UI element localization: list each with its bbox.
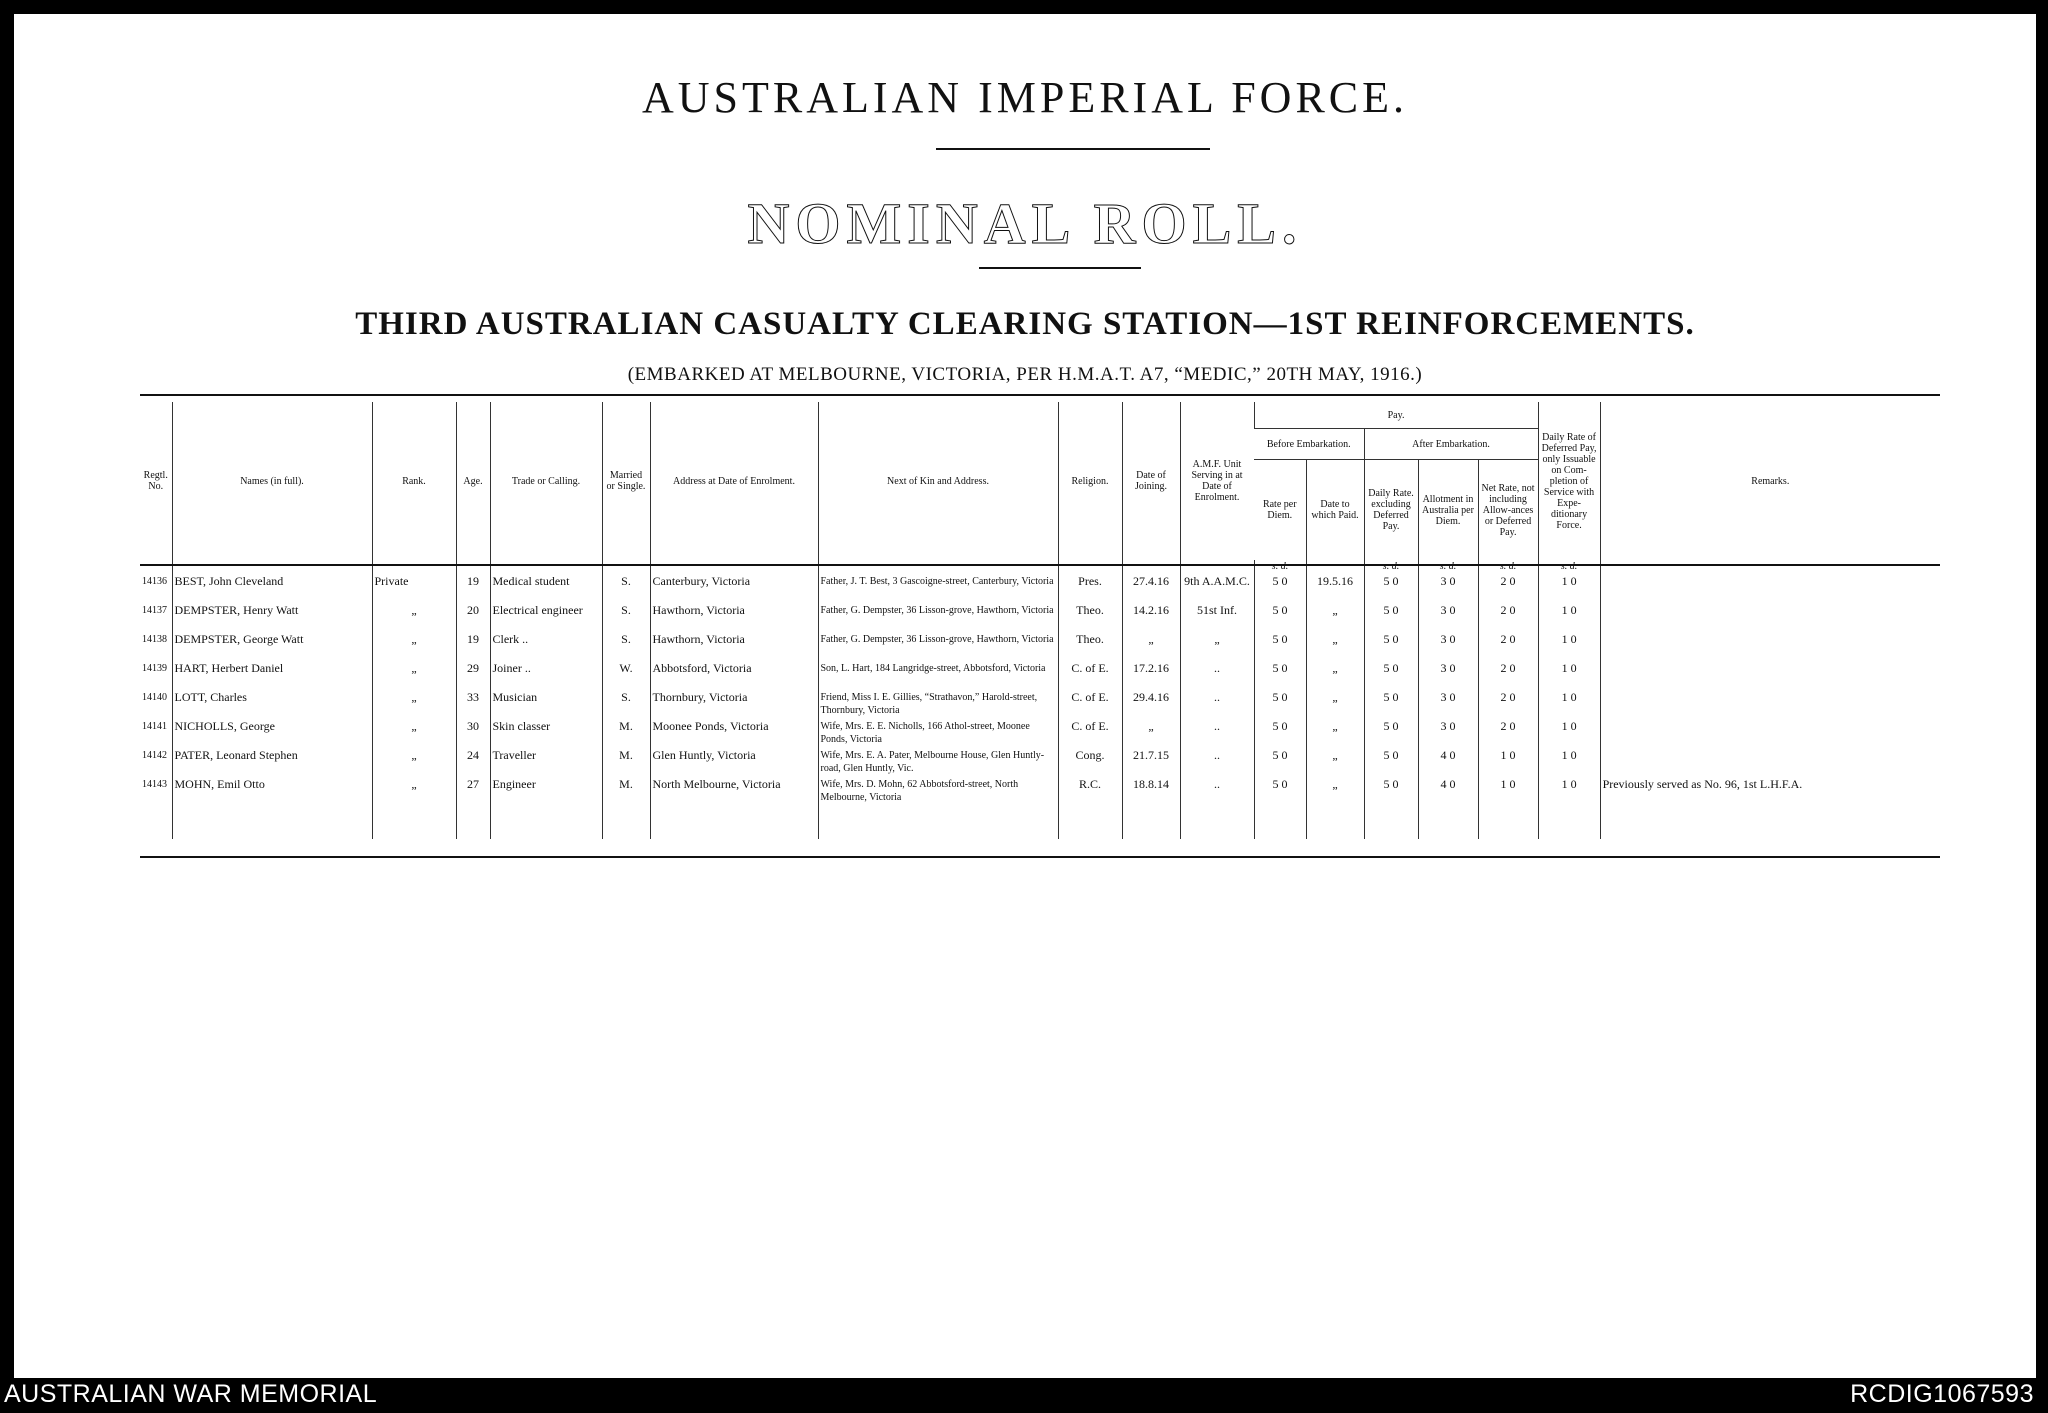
- paid-cell: „: [1306, 776, 1364, 805]
- daily-cell: 5 0: [1364, 718, 1418, 747]
- rate-cell: 5 0: [1254, 747, 1306, 776]
- paid-cell: „: [1306, 602, 1364, 631]
- name-cell: NICHOLLS, George: [172, 718, 372, 747]
- religion-cell: R.C.: [1058, 776, 1122, 805]
- religion-cell: Theo.: [1058, 631, 1122, 660]
- deferred-cell: 1 0: [1538, 573, 1600, 602]
- joined-cell: 21.7.15: [1122, 747, 1180, 776]
- col-deferred-pay: Daily Rate of Deferred Pay, only Issuable on Com-pletion of Service with Expe-ditionary Force.: [1538, 402, 1600, 560]
- rank-cell: „: [372, 660, 456, 689]
- document-subtitle: NOMINAL ROLL.: [747, 191, 1303, 256]
- married-cell: S.: [602, 602, 650, 631]
- paid-cell: „: [1306, 660, 1364, 689]
- trade-cell: Clerk ..: [490, 631, 602, 660]
- allotment-cell: 3 0: [1418, 602, 1478, 631]
- title-divider: [936, 148, 1210, 150]
- unit-cell: ..: [1180, 689, 1254, 718]
- regtl-no-cell: 14141: [142, 721, 167, 732]
- allotment-cell: 4 0: [1418, 776, 1478, 805]
- married-cell: S.: [602, 631, 650, 660]
- joined-cell: „: [1122, 718, 1180, 747]
- net-cell: 2 0: [1478, 631, 1538, 660]
- net-cell: 2 0: [1478, 602, 1538, 631]
- kin-cell: Friend, Miss I. E. Gillies, “Strathavon,” Harold-street, Thornbury, Victoria: [818, 689, 1058, 718]
- married-cell: M.: [602, 747, 650, 776]
- address-cell: Canterbury, Victoria: [650, 573, 818, 602]
- name-cell: DEMPSTER, Henry Watt: [172, 602, 372, 631]
- col-regtl-no: Regtl. No.: [143, 470, 168, 492]
- col-daily-rate: Daily Rate. excluding Deferred Pay.: [1364, 460, 1418, 561]
- age-cell: 33: [456, 689, 490, 718]
- net-cell: 1 0: [1478, 747, 1538, 776]
- trade-cell: Traveller: [490, 747, 602, 776]
- col-rate-per-diem: Rate per Diem.: [1262, 499, 1297, 521]
- remarks-cell: [1600, 602, 1940, 631]
- col-date-paid: Date to which Paid.: [1306, 460, 1364, 561]
- age-cell: 19: [456, 631, 490, 660]
- age-cell: 29: [456, 660, 490, 689]
- joined-cell: 18.8.14: [1122, 776, 1180, 805]
- table-row: [140, 689, 1940, 718]
- table-top-rule: [140, 394, 1940, 396]
- col-trade: Trade or Calling.: [490, 402, 602, 560]
- rank-cell: „: [372, 602, 456, 631]
- religion-cell: Cong.: [1058, 747, 1122, 776]
- rank-cell: Private: [372, 573, 456, 602]
- table-row: [140, 573, 1940, 602]
- unit-cell: ..: [1180, 776, 1254, 805]
- kin-cell: Wife, Mrs. E. E. Nicholls, 166 Athol-street, Moonee Ponds, Victoria: [818, 718, 1058, 747]
- kin-cell: Son, L. Hart, 184 Langridge-street, Abbotsford, Victoria: [818, 660, 1058, 689]
- trade-cell: Musician: [490, 689, 602, 718]
- kin-cell: Father, J. T. Best, 3 Gascoigne-street, Canterbury, Victoria: [818, 573, 1058, 602]
- remarks-cell: [1600, 718, 1940, 747]
- col-rank: Rank.: [372, 402, 456, 560]
- deferred-cell: 1 0: [1538, 602, 1600, 631]
- net-cell: 2 0: [1478, 660, 1538, 689]
- trade-cell: Engineer: [490, 776, 602, 805]
- col-married: Married or Single.: [602, 402, 650, 560]
- col-remarks: Remarks.: [1600, 402, 1940, 560]
- joined-cell: 27.4.16: [1122, 573, 1180, 602]
- deferred-cell: 1 0: [1538, 776, 1600, 805]
- rank-cell: „: [372, 631, 456, 660]
- religion-cell: Theo.: [1058, 602, 1122, 631]
- married-cell: M.: [602, 776, 650, 805]
- deferred-cell: 1 0: [1538, 718, 1600, 747]
- unit-cell: ..: [1180, 747, 1254, 776]
- religion-cell: C. of E.: [1058, 660, 1122, 689]
- trade-cell: Skin classer: [490, 718, 602, 747]
- married-cell: W.: [602, 660, 650, 689]
- trade-cell: Joiner ..: [490, 660, 602, 689]
- name-cell: HART, Herbert Daniel: [172, 660, 372, 689]
- paid-cell: 19.5.16: [1306, 573, 1364, 602]
- rate-cell: 5 0: [1254, 573, 1306, 602]
- unit-cell: ..: [1180, 660, 1254, 689]
- remarks-cell: [1600, 660, 1940, 689]
- rate-cell: 5 0: [1254, 602, 1306, 631]
- name-cell: BEST, John Cleveland: [172, 573, 372, 602]
- name-cell: DEMPSTER, George Watt: [172, 631, 372, 660]
- religion-cell: Pres.: [1058, 573, 1122, 602]
- header-bottom-rule: [140, 564, 1940, 566]
- regtl-no-cell: 14139: [142, 663, 167, 674]
- daily-cell: 5 0: [1364, 689, 1418, 718]
- remarks-cell: [1600, 689, 1940, 718]
- daily-cell: 5 0: [1364, 631, 1418, 660]
- document-sheet: [14, 14, 2036, 1378]
- unit-heading: THIRD AUSTRALIAN CASUALTY CLEARING STATION—1ST REINFORCEMENTS.: [355, 306, 1695, 342]
- deferred-cell: 1 0: [1538, 689, 1600, 718]
- table-row: [140, 718, 1940, 747]
- married-cell: S.: [602, 573, 650, 602]
- age-cell: 24: [456, 747, 490, 776]
- allotment-cell: 3 0: [1418, 689, 1478, 718]
- allotment-cell: 4 0: [1418, 747, 1478, 776]
- net-cell: 2 0: [1478, 573, 1538, 602]
- address-cell: Hawthorn, Victoria: [650, 631, 818, 660]
- table-row: [140, 602, 1940, 631]
- col-pay: Pay.: [1254, 402, 1538, 429]
- net-cell: 2 0: [1478, 718, 1538, 747]
- joined-cell: 17.2.16: [1122, 660, 1180, 689]
- embarkation-subheading: (EMBARKED AT MELBOURNE, VICTORIA, PER H.M.A.T. A7, “MEDIC,” 20TH MAY, 1916.): [627, 364, 1423, 385]
- deferred-cell: 1 0: [1538, 631, 1600, 660]
- kin-cell: Wife, Mrs. D. Mohn, 62 Abbotsford-street, North Melbourne, Victoria: [818, 776, 1058, 805]
- deferred-cell: 1 0: [1538, 747, 1600, 776]
- sd-label: s. d.: [1478, 560, 1538, 573]
- allotment-cell: 3 0: [1418, 660, 1478, 689]
- daily-cell: 5 0: [1364, 660, 1418, 689]
- rank-cell: „: [372, 747, 456, 776]
- address-cell: Abbotsford, Victoria: [650, 660, 818, 689]
- address-cell: Moonee Ponds, Victoria: [650, 718, 818, 747]
- remarks-cell: Previously served as No. 96, 1st L.H.F.A.: [1600, 776, 1940, 805]
- name-cell: LOTT, Charles: [172, 689, 372, 718]
- religion-cell: C. of E.: [1058, 718, 1122, 747]
- regtl-no-cell: 14137: [142, 605, 167, 616]
- allotment-cell: 3 0: [1418, 573, 1478, 602]
- sd-label: s. d.: [1538, 560, 1600, 573]
- unit-cell: ..: [1180, 718, 1254, 747]
- married-cell: S.: [602, 689, 650, 718]
- address-cell: Glen Huntly, Victoria: [650, 747, 818, 776]
- col-age: Age.: [456, 402, 490, 560]
- table-row: [140, 631, 1940, 660]
- rate-cell: 5 0: [1254, 660, 1306, 689]
- age-cell: 19: [456, 573, 490, 602]
- address-cell: Thornbury, Victoria: [650, 689, 818, 718]
- document-title: AUSTRALIAN IMPERIAL FORCE.: [641, 73, 1409, 122]
- paid-cell: „: [1306, 689, 1364, 718]
- joined-cell: 29.4.16: [1122, 689, 1180, 718]
- allotment-cell: 3 0: [1418, 718, 1478, 747]
- sd-label: s. d.: [1418, 560, 1478, 573]
- sd-label: s. d.: [1364, 560, 1418, 573]
- remarks-cell: [1600, 631, 1940, 660]
- address-cell: Hawthorn, Victoria: [650, 602, 818, 631]
- archive-credit: AUSTRALIAN WAR MEMORIAL: [4, 1380, 378, 1408]
- rank-cell: „: [372, 689, 456, 718]
- unit-cell: 9th A.A.M.C.: [1180, 573, 1254, 602]
- col-amf-unit: A.M.F. Unit Serving in at Date of Enrolment.: [1180, 402, 1254, 560]
- remarks-cell: [1600, 747, 1940, 776]
- joined-cell: „: [1122, 631, 1180, 660]
- regtl-no-cell: 14140: [142, 692, 167, 703]
- col-religion: Religion.: [1058, 402, 1122, 560]
- remarks-cell: [1600, 573, 1940, 602]
- regtl-no-cell: 14136: [142, 576, 167, 587]
- age-cell: 20: [456, 602, 490, 631]
- regtl-no-cell: 14142: [142, 750, 167, 761]
- kin-cell: Wife, Mrs. E. A. Pater, Melbourne House, Glen Huntly-road, Glen Huntly, Vic.: [818, 747, 1058, 776]
- daily-cell: 5 0: [1364, 573, 1418, 602]
- table-bottom-rule: [140, 856, 1940, 858]
- col-address: Address at Date of Enrolment.: [650, 402, 818, 560]
- subtitle-divider: [979, 267, 1141, 269]
- col-next-of-kin: Next of Kin and Address.: [818, 402, 1058, 560]
- daily-cell: 5 0: [1364, 602, 1418, 631]
- daily-cell: 5 0: [1364, 747, 1418, 776]
- table-row: [140, 660, 1940, 689]
- trade-cell: Electrical engineer: [490, 602, 602, 631]
- age-cell: 27: [456, 776, 490, 805]
- nominal-roll-table: [140, 402, 1940, 839]
- name-cell: PATER, Leonard Stephen: [172, 747, 372, 776]
- name-cell: MOHN, Emil Otto: [172, 776, 372, 805]
- joined-cell: 14.2.16: [1122, 602, 1180, 631]
- unit-cell: 51st Inf.: [1180, 602, 1254, 631]
- net-cell: 2 0: [1478, 689, 1538, 718]
- daily-cell: 5 0: [1364, 776, 1418, 805]
- regtl-no-cell: 14143: [142, 779, 167, 790]
- paid-cell: „: [1306, 718, 1364, 747]
- rate-cell: 5 0: [1254, 689, 1306, 718]
- rank-cell: „: [372, 776, 456, 805]
- address-cell: North Melbourne, Victoria: [650, 776, 818, 805]
- unit-cell: „: [1180, 631, 1254, 660]
- col-date-joining: Date of Joining.: [1122, 402, 1180, 560]
- table-row: [140, 747, 1940, 776]
- col-name: Names (in full).: [172, 402, 372, 560]
- trade-cell: Medical student: [490, 573, 602, 602]
- sd-label: s. d.: [1254, 560, 1306, 573]
- deferred-cell: 1 0: [1538, 660, 1600, 689]
- rate-cell: 5 0: [1254, 631, 1306, 660]
- col-after-embarkation: After Embarkation.: [1364, 429, 1538, 460]
- rank-cell: „: [372, 718, 456, 747]
- rate-cell: 5 0: [1254, 776, 1306, 805]
- paid-cell: „: [1306, 631, 1364, 660]
- col-allotment: Allotment in Australia per Diem.: [1418, 460, 1478, 561]
- rate-cell: 5 0: [1254, 718, 1306, 747]
- net-cell: 1 0: [1478, 776, 1538, 805]
- married-cell: M.: [602, 718, 650, 747]
- kin-cell: Father, G. Dempster, 36 Lisson-grove, Hawthorn, Victoria: [818, 602, 1058, 631]
- regtl-no-cell: 14138: [142, 634, 167, 645]
- paid-cell: „: [1306, 747, 1364, 776]
- col-before-embarkation: Before Embarkation.: [1254, 429, 1364, 460]
- age-cell: 30: [456, 718, 490, 747]
- kin-cell: Father, G. Dempster, 36 Lisson-grove, Hawthorn, Victoria: [818, 631, 1058, 660]
- col-net-rate: Net Rate, not including Allow-ances or Deferred Pay.: [1478, 460, 1538, 561]
- archive-reference: RCDIG1067593: [1850, 1380, 2034, 1408]
- table-row: [140, 776, 1940, 805]
- allotment-cell: 3 0: [1418, 631, 1478, 660]
- religion-cell: C. of E.: [1058, 689, 1122, 718]
